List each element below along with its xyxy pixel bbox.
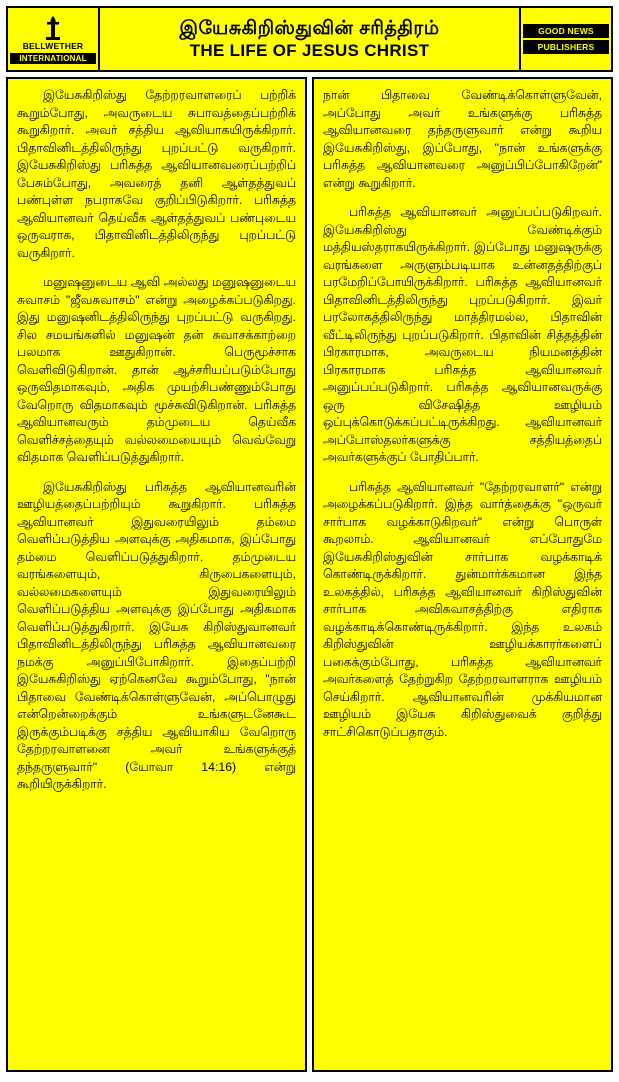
- page-title-english: THE LIFE OF JESUS CHRIST: [189, 41, 430, 60]
- page-title-tamil: இயேசுகிறிஸ்துவின் சரித்திரம்: [179, 18, 440, 39]
- bellwether-name: BELLWETHER: [22, 40, 84, 51]
- publisher-line-2: PUBLISHERS: [523, 40, 609, 54]
- paragraph: நான் பிதாவை வேண்டிக்கொள்ளுவேன், அப்போது அவர் உங்களுக்கு பரிசுத்த ஆவியானவரை தந்தருளுவார் என்று கூறிய இயேசுகிறிஸ்து, இப்போது, "நான் உங்களுக்கு பரிசுத்த ஆவியானவரை அனுப்பிப்போகிறேன்" என்று கூறுகிறார்.: [323, 88, 602, 190]
- body-columns: [6, 77, 613, 1072]
- publisher-line-1: GOOD NEWS: [523, 24, 609, 38]
- paragraph: இயேசுகிறிஸ்து பரிசுத்த ஆவியானவரின் ஊழியத்தைப்பற்றியும் கூறுகிறார். பரிசுத்த ஆவியானவர் இதுவரையிலும் தம்மை வெளிப்படுத்திய அளவுக்கு அதிகமாக, இப்போது தம்மை வெளிப்படுத்துகிறார். தம்முடைய வரங்களையும், கிருபைகளையும், வல்லமைகளையும் இதுவரையிலும் வெளிப்படுத்திய அளவுக்கு இப்போது அதிகமாக வெளிப்படுத்துகிறார். இயேசு கிறிஸ்துவானவர் பிதாவினிடத்திலிருந்து பரிசுத்த ஆவியானவரை நமக்கு அனுப்பிபோகிறார். இதைப்பற்றி இயேசுகிறிஸ்து ஏற்கெனவே கூறும்போது, "நான் பிதாவை வேண்டிக்கொள்ளுவேன், அப்பொழுது என்றென்றைக்கும் உங்களுடனேகூட இருக்கும்படிக்கு சத்திய ஆவியாகிய வேறொரு தேற்றரவாளனை அவர் உங்களுக்குத் தந்தருளுவார்" (யோவா 14:16) என்று கூறியிருக்கிறார்.: [17, 479, 296, 791]
- text-column-right: [312, 77, 613, 1072]
- paragraph: மனுஷனுடைய ஆவி அல்லது மனுஷனுடைய சுவாசம் "ஜீவசுவாசம்" என்று அழைக்கப்படுகிறது. இது மனுஷனிடத்திலிருந்து புறப்பட்டு வருகிறது. சில சமயங்களில் மனுஷன் தன் சுவாசக்காற்றை பலமாக ஊதுகிறான். பெருமூச்சாக வெளிவிடுகிறான். தான் ஆச்சரியப்படும்போது ஒருவிதமாகவும், அதிக முயற்சிபண்ணும்போது வேறொரு விதமாகவும் மூச்சுவிடுகிறான். பரிசுத்த ஆவியானவரும் தம்முடைய தெய்வீக வெளிச்சத்தையும் வல்லமையையும் வெவ்வேறு விதமாக வெளிப்படுத்துகிறார்.: [17, 275, 296, 464]
- bellwether-subname: INTERNATIONAL: [10, 53, 96, 64]
- bellwether-logo: [8, 8, 100, 70]
- page-header: [6, 6, 613, 72]
- title-block: [100, 8, 519, 70]
- paragraph: பரிசுத்த ஆவியானவர் "தேற்றரவாளர்" என்று அழைக்கப்படுகிறார். இந்த வார்த்தைக்கு "ஒருவர் சார்பாக வழக்காடுகிறவர்" என்று பொருள் கூறலாம். ஆவியானவர் எப்போதுமே இயேசுகிறிஸ்துவின் சார்பாக வழக்காடிக் கொண்டிருக்கிறார். துன்மார்க்கமான இந்த உலகத்தில், பரிசுத்த ஆவியானவர் கிறிஸ்துவின் சார்பாக அவிசுவாசத்திற்கு எதிராக வழக்காடிக்கொண்டிருக்கிறார். இந்த உலகம் கிறிஸ்துவின் ஊழியக்காரர்களைப் பகைக்கும்போது, பரிசுத்த ஆவியானவர் அவர்களைத் தேற்றுகிற தேற்றரவாளராக ஊழியம் செய்கிறார். ஆவியானவரின் முக்கியமான ஊழியம் இயேசு கிறிஸ்துவைக் குறித்து சாட்சிகொடுப்பதாகும்.: [323, 479, 602, 739]
- text-column-left: [6, 77, 307, 1072]
- paragraph: இயேசுகிறிஸ்து தேற்றரவாளரைப் பற்றிக் கூறும்போது, அவருடைய சுபாவத்தைப்பற்றிக் கூறுகிறார். அவர் சத்திய ஆவியாகயிருக்கிறார். பிதாவினிடத்திலிருந்து புறப்பட்டு வருகிறார். இயேசுகிறிஸ்து பரிசுத்த ஆவியானவரைப்பற்றிப் பேசும்போது, அவரைத் தனி ஆள்தத்துவப் பண்புள்ள நபராகவே குறிப்பிடுகிறார். பரிசுத்த ஆவியானவர் தெய்வீக ஆள்தத்துவப் பண்புடைய ஒருவராக, பிதாவினிடத்திலிருந்து புறப்பட்டு வருகிறார்.: [17, 88, 296, 260]
- good-news-publishers-logo: [519, 8, 611, 70]
- paragraph: பரிசுத்த ஆவியானவர் அனுப்பப்படுகிறவர். இயேசுகிறிஸ்து வேண்டிக்கும் மத்தியஸ்தராகயிருக்கிறார். இப்போது மனுஷருக்கு வரங்களை அருளும்படியாக உன்னதத்திற்குப் பரமேறிப்போயிருக்கிறார். பரிசுத்த ஆவியானவர் பிதாவினிடத்திலிருந்து புறப்படுகிறார். இவர் பரலோகத்திலிருந்து மாத்திரமல்ல, பிதாவின் வீட்டிலிருந்து புறப்படுகிறார். பிதாவின் சித்தத்தின் பிரகாரமாக, அவருடைய நியமனத்தின் பிரகாரமாக பரிசுத்த ஆவியானவர் அனுப்பப்படுகிறார். பரிசுத்த ஆவியானவருக்கு ஒரு விசேஷித்த ஊழியம் ஒப்புக்கொடுக்கப்பட்டிருக்கிறது. ஆவியானவர் அப்போஸ்தலர்களுக்கு சத்தியத்தைப் அவர்களுக்குப் போதிப்பார்.: [323, 205, 602, 464]
- torch-emblem-icon: [40, 15, 66, 41]
